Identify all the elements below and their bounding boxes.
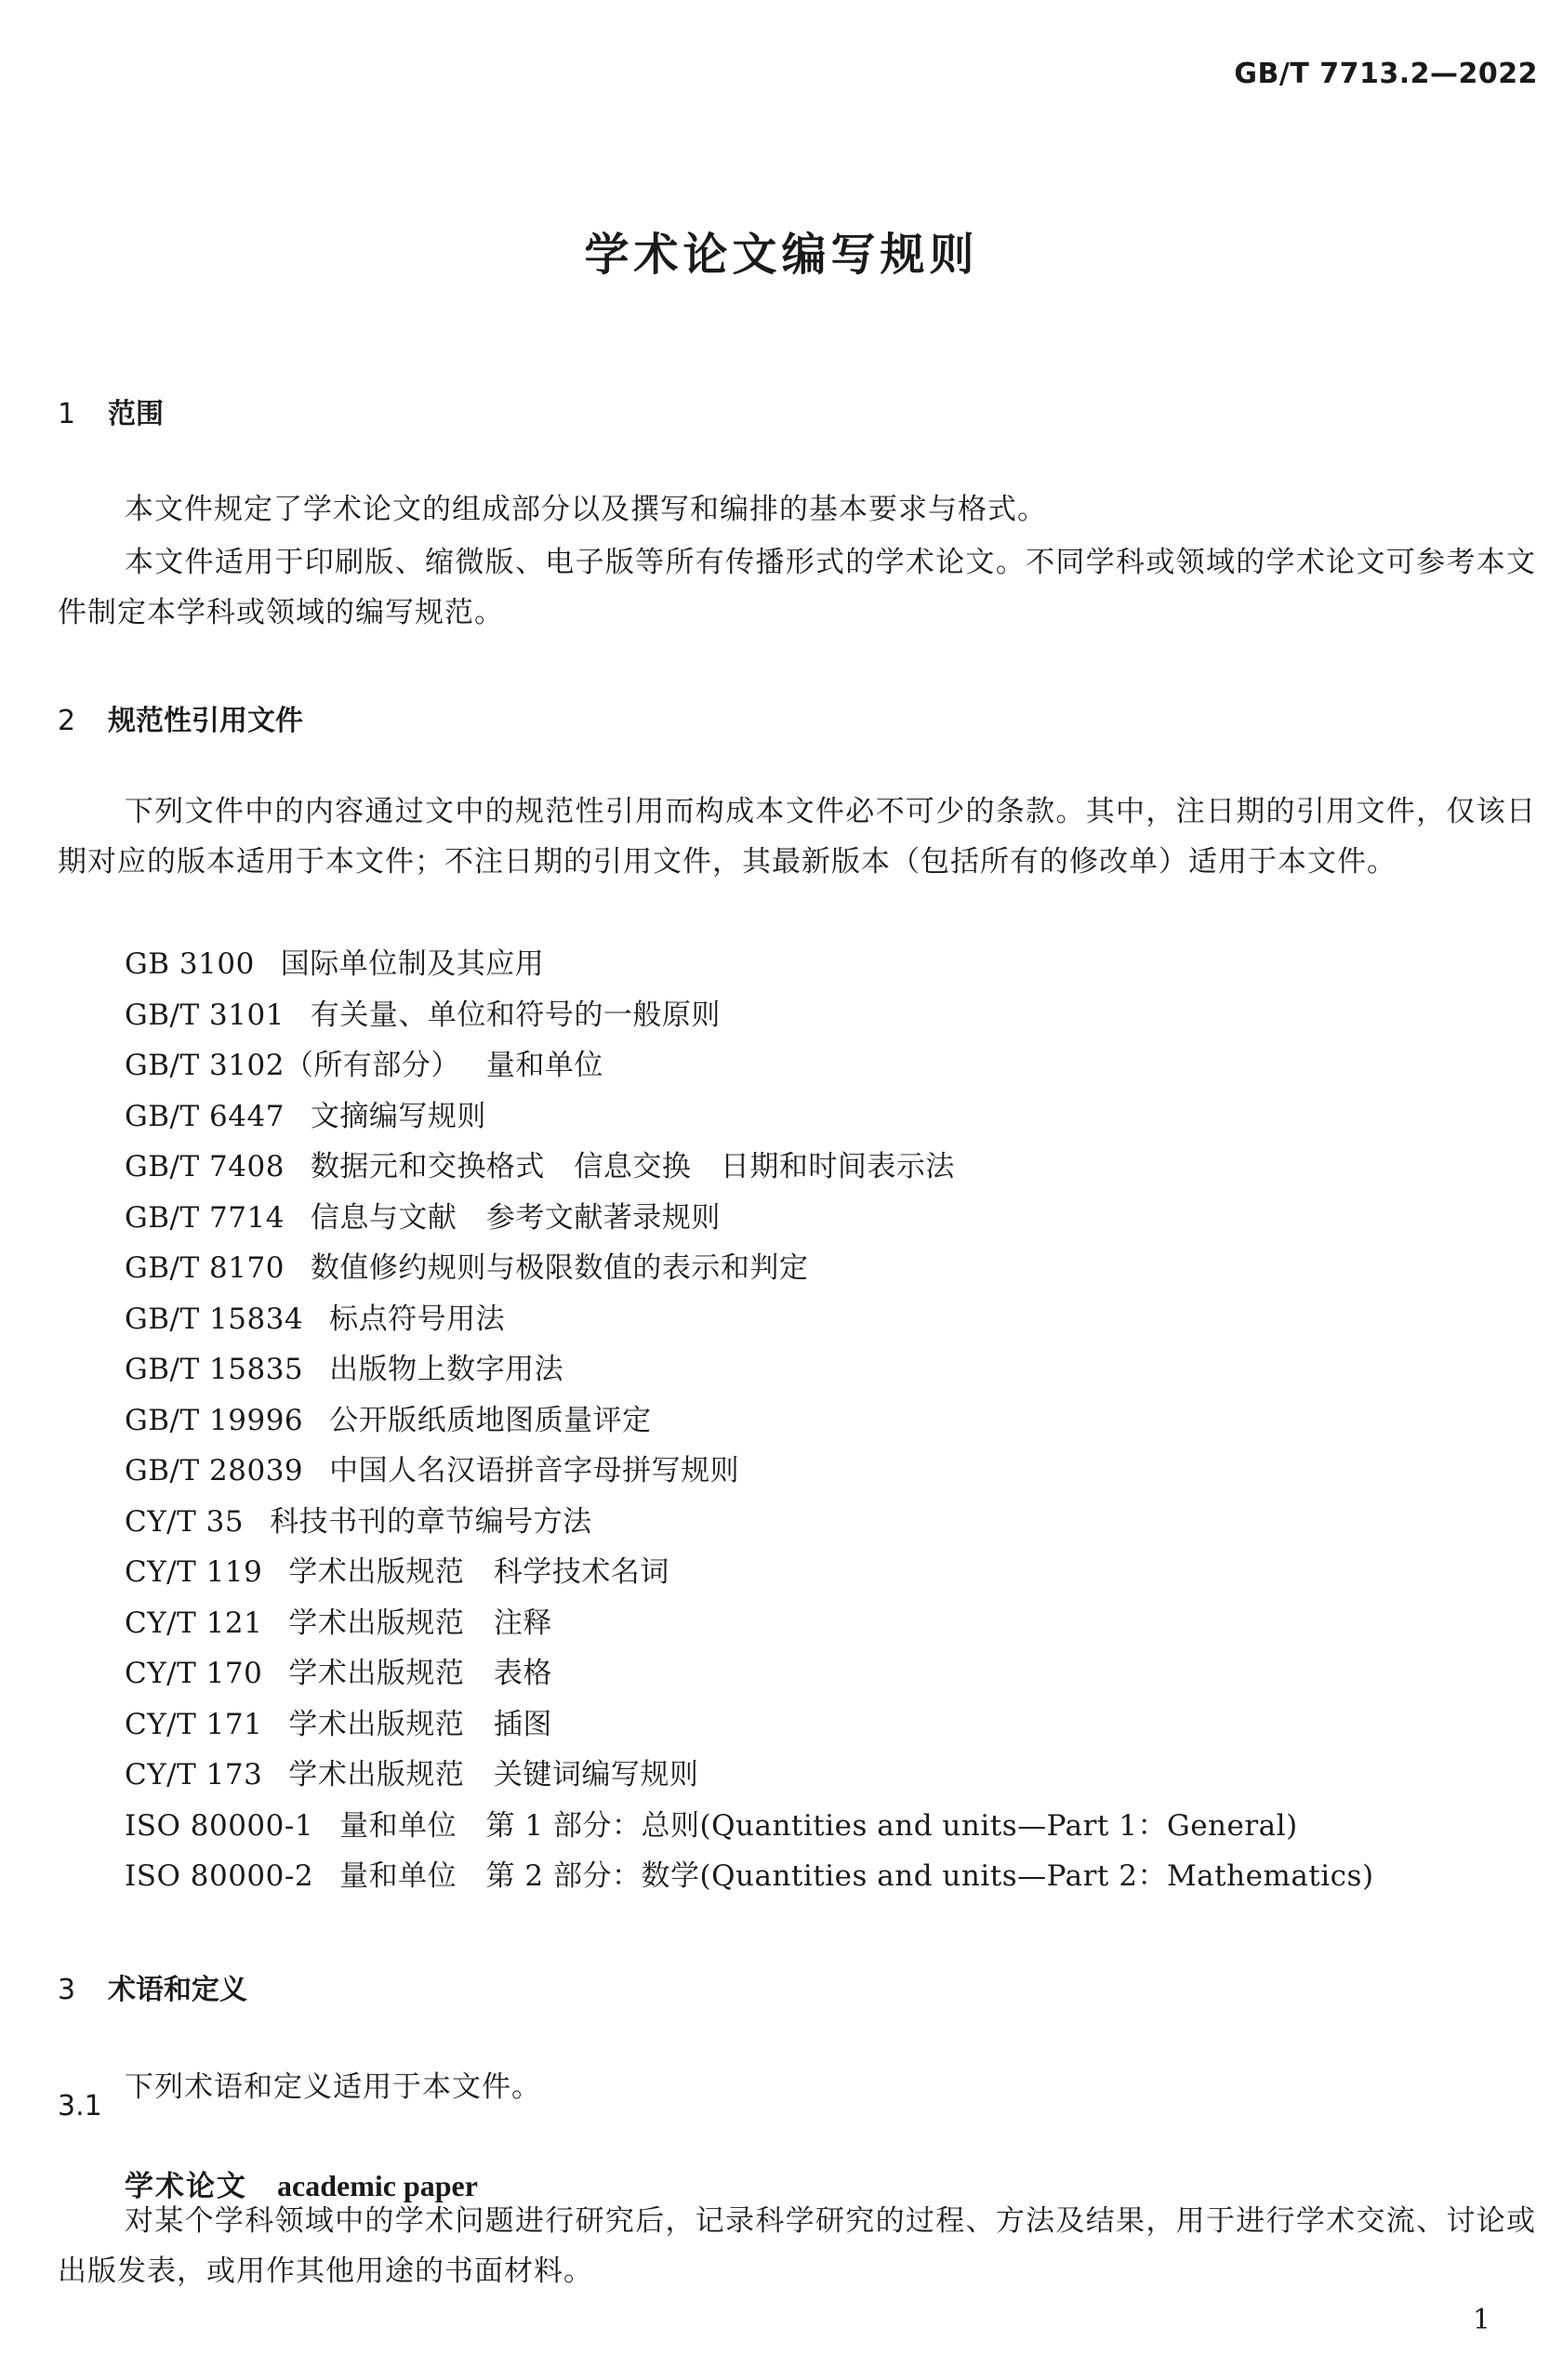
section-1-heading: [58, 390, 164, 431]
reference-title: 学术出版规范 插图: [288, 1707, 552, 1741]
reference-title: 公开版纸质地图质量评定: [329, 1403, 652, 1437]
section-title: 范围: [108, 398, 164, 430]
term-chinese: 学术论文: [125, 2170, 247, 2203]
reference-item: [125, 1851, 1374, 1902]
term-definition: 对某个学科领域中的学术问题进行研究后，记录科学研究的过程、方法及结果，用于进行学术交流、讨论或出版发表，或用作其他用途的书面材料。: [58, 2204, 1536, 2288]
reference-code: GB/T 8170: [125, 1251, 285, 1285]
reference-title: 学术出版规范 表格: [288, 1657, 552, 1690]
reference-title: 量和单位: [485, 1049, 603, 1082]
reference-code: CY/T 35: [125, 1504, 245, 1539]
reference-item: [125, 1193, 1374, 1244]
reference-item: [125, 1648, 1374, 1699]
reference-code: CY/T 173: [125, 1758, 263, 1792]
scope-paragraph-2: 本文件适用于印刷版、缩微版、电子版等所有传播形式的学术论文。不同学科或领域的学术论文可参考本文件制定本学科或领域的编写规范。: [58, 546, 1536, 629]
reference-title: 科技书刊的章节编号方法: [270, 1504, 592, 1539]
reference-code: GB 3100: [125, 947, 255, 981]
reference-code: CY/T 121: [125, 1606, 263, 1640]
reference-title: 标点符号用法: [329, 1302, 506, 1336]
reference-code: GB/T 6447: [125, 1099, 285, 1133]
reference-item: [125, 1699, 1374, 1751]
reference-item: [125, 1091, 1374, 1143]
reference-item: [125, 1547, 1374, 1598]
document-title: 学术论文编写规则: [584, 229, 979, 281]
reference-code: GB/T 3102（所有部分）: [125, 1049, 460, 1082]
reference-item: [125, 1395, 1374, 1447]
section-number: 1: [58, 398, 76, 430]
reference-item: [125, 1040, 1374, 1091]
normative-references-intro: 下列文件中的内容通过文中的规范性引用而构成本文件必不可少的条款。其中，注日期的引用文件，仅该日期对应的版本适用于本文件；不注日期的引用文件，其最新版本（包括所有的修改单）适用于本文件。: [58, 795, 1536, 879]
reference-list: [125, 939, 1374, 1902]
reference-title: 学术出版规范 关键词编写规则: [288, 1758, 699, 1792]
section-3-heading: [58, 1966, 247, 2007]
reference-code: CY/T 119: [125, 1555, 263, 1589]
reference-title: 有关量、单位和符号的一般原则: [310, 998, 721, 1032]
reference-item: [125, 1801, 1374, 1852]
reference-title: 数据元和交换格式 信息交换 日期和时间表示法: [310, 1150, 955, 1183]
reference-code: CY/T 171: [125, 1707, 263, 1741]
reference-code: GB/T 19996: [125, 1403, 304, 1437]
section-title: 术语和定义: [108, 1974, 247, 2006]
reference-title: 数值修约规则与极限数值的表示和判定: [310, 1251, 809, 1285]
reference-item: [125, 1142, 1374, 1193]
reference-item: [125, 990, 1374, 1041]
reference-code: GB/T 7714: [125, 1200, 285, 1235]
reference-item: [125, 939, 1374, 990]
reference-item: [125, 1344, 1374, 1395]
reference-code: CY/T 170: [125, 1657, 263, 1690]
term-clause-number: 3.1: [58, 2090, 102, 2122]
section-2-heading: [58, 697, 303, 738]
reference-title: 量和单位 第 2 部分：数学(Quantities and units—Part 2：Mathematics): [339, 1859, 1374, 1893]
reference-item: [125, 1497, 1374, 1548]
reference-code: GB/T 3101: [125, 998, 285, 1032]
section-title: 规范性引用文件: [108, 705, 303, 737]
reference-title: 学术出版规范 科学技术名词: [288, 1555, 669, 1589]
reference-item: [125, 1750, 1374, 1801]
term-english: academic paper: [277, 2169, 478, 2202]
reference-title: 国际单位制及其应用: [280, 947, 545, 981]
scope-paragraph-1: 本文件规定了学术论文的组成部分以及撰写和编排的基本要求与格式。: [125, 493, 1047, 526]
reference-item: [125, 1294, 1374, 1345]
reference-code: GB/T 28039: [125, 1454, 304, 1488]
section-number: 2: [58, 705, 76, 737]
reference-title: 量和单位 第 1 部分：总则(Quantities and units—Part 1：General): [339, 1808, 1298, 1843]
reference-title: 信息与文献 参考文献著录规则: [310, 1200, 721, 1235]
reference-code: ISO 80000-1: [125, 1808, 314, 1843]
reference-item: [125, 1243, 1374, 1294]
reference-title: 出版物上数字用法: [329, 1353, 564, 1386]
reference-title: 学术出版规范 注释: [288, 1606, 552, 1640]
reference-item: [125, 1446, 1374, 1497]
page-number: 1: [1472, 2304, 1490, 2336]
reference-title: 文摘编写规则: [310, 1099, 486, 1133]
reference-code: GB/T 7408: [125, 1150, 285, 1183]
reference-code: ISO 80000-2: [125, 1859, 314, 1893]
reference-title: 中国人名汉语拼音字母拼写规则: [329, 1454, 740, 1488]
section-number: 3: [58, 1974, 76, 2006]
reference-code: GB/T 15835: [125, 1353, 304, 1386]
terms-intro: 下列术语和定义适用于本文件。: [125, 2070, 541, 2104]
reference-code: GB/T 15834: [125, 1302, 304, 1336]
reference-item: [125, 1598, 1374, 1649]
document-code: GB/T 7713.2—2022: [1234, 58, 1538, 90]
